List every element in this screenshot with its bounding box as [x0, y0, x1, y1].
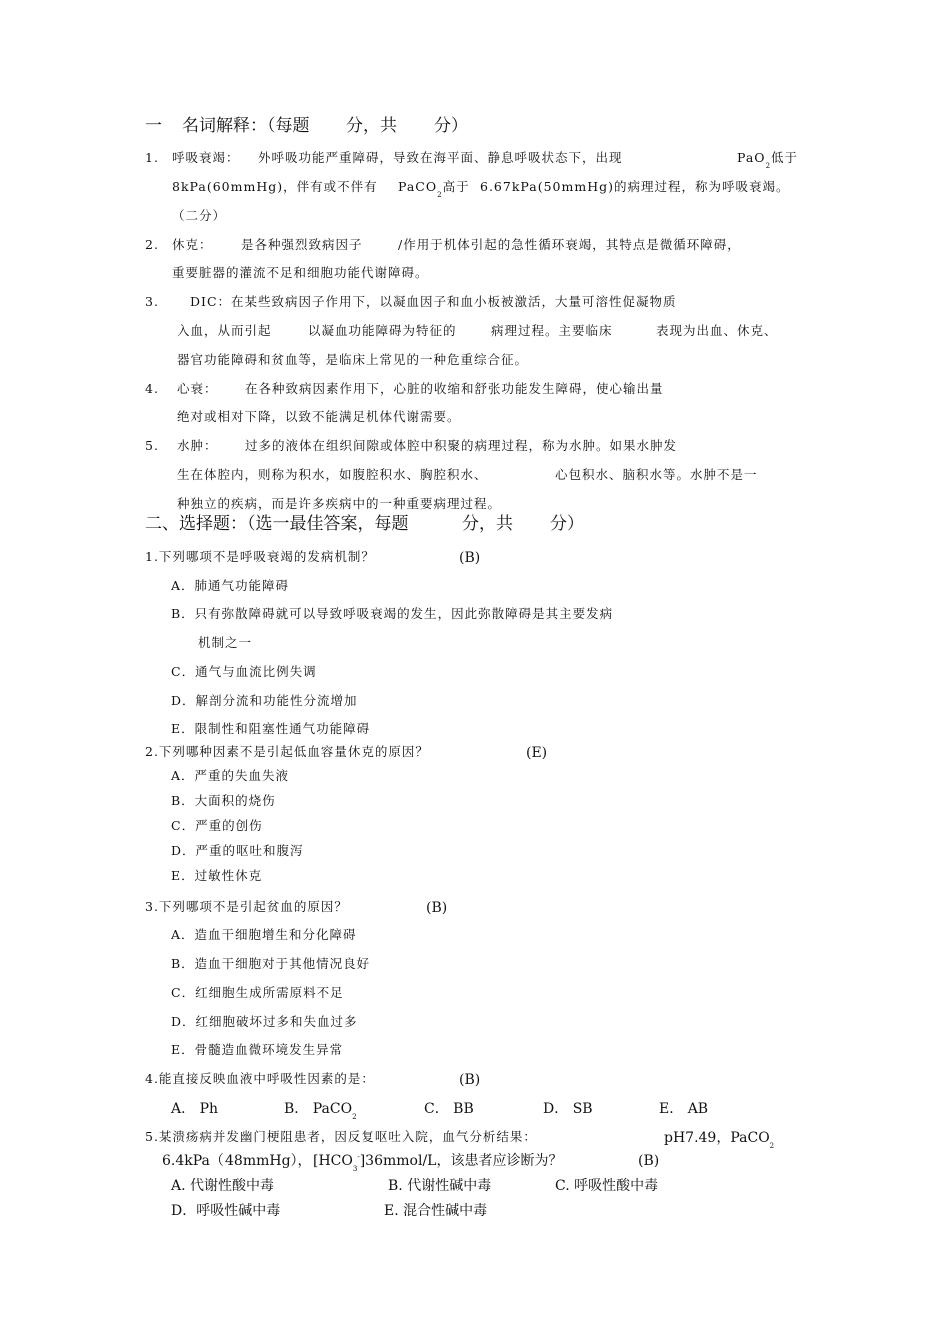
option: A. 代谢性酸中毒 — [171, 1178, 275, 1194]
option: D．呼吸性碱中毒 — [171, 1203, 281, 1219]
option: B．造血干细胞对于其他情况良好 — [171, 956, 371, 971]
question-stem: 5.某溃疡病并发幽门梗阻患者，因反复呕吐入院，血气分析结果： — [145, 1129, 537, 1144]
question-stem: 4.能直接反映血液中呼吸性因素的是： — [145, 1071, 375, 1086]
question-answer: (B) — [459, 1072, 481, 1088]
term-definition: 在各种致病因素作用下，心脏的收缩和舒张功能发生障碍，使心输出量 — [245, 381, 664, 396]
option-continuation: 机制之一 — [198, 635, 253, 650]
term-definition: 绝对或相对下降，以致不能满足机体代谢需要。 — [177, 409, 461, 424]
option: D．红细胞破坏过多和失血过多 — [171, 1014, 358, 1029]
option: D．严重的呕吐和腹泻 — [171, 843, 304, 858]
section1-title-mid: 分，共 — [346, 116, 397, 136]
term-definition: 入血，从而引起 — [177, 323, 272, 338]
term-number: 4. — [145, 381, 159, 396]
section2-title-end: 分） — [550, 514, 584, 534]
option: B. 代谢性碱中毒 — [388, 1178, 492, 1194]
section1-title-prefix: 一 — [145, 116, 162, 136]
option: E．骨髓造血微环境发生异常 — [171, 1042, 344, 1057]
term-definition: （二分） — [172, 208, 227, 223]
option: E．限制性和阻塞性通气功能障碍 — [171, 721, 371, 736]
option: B． PaCO$_2$ — [284, 1101, 357, 1121]
question-stem: 48mmHg）， — [225, 1153, 312, 1169]
option: D．解剖分流和功能性分流增加 — [171, 693, 358, 708]
term-name: 呼吸衰竭： — [172, 150, 240, 165]
term-definition: 心包积水、脑积水等。水肿不是一 — [555, 467, 758, 482]
term-number: 1. — [145, 150, 159, 165]
section1-title: 名词解释：（每题 — [182, 116, 310, 136]
term-definition: 8kPa(60mmHg)，伴有或不伴有 — [172, 179, 378, 194]
term-definition: 6.67kPa(50mmHg)的病理过程，称为呼吸衰竭。 — [480, 179, 790, 194]
option: E． AB — [659, 1101, 709, 1117]
section1-title-end: 分） — [434, 116, 468, 136]
term-number: 2. — [145, 237, 159, 252]
term-definition: 表现为出血、休克、 — [656, 323, 778, 338]
option: D． SB — [543, 1101, 593, 1117]
option: E．过敏性休克 — [171, 868, 263, 883]
option: A．严重的失血失液 — [171, 768, 290, 783]
term-definition: DIC：在某些致病因子作用下，以凝血因子和血小板被激活，大量可溶性促凝物质 — [190, 294, 677, 309]
term-name: 休克： — [172, 237, 213, 252]
section2-title: 二、选择题：（选一最佳答案，每题 — [145, 514, 409, 534]
term-definition: 病理过程。主要临床 — [491, 323, 613, 338]
option: E. 混合性碱中毒 — [384, 1203, 488, 1219]
term-number: 3. — [145, 294, 159, 309]
term-definition: PaCO$_2$高于 — [398, 179, 470, 199]
term-definition: 以凝血功能障碍为特征的 — [308, 323, 457, 338]
option: A． Ph — [171, 1101, 219, 1117]
option: A．造血干细胞增生和分化障碍 — [171, 927, 357, 942]
option: C. 呼吸性酸中毒 — [555, 1178, 659, 1194]
question-answer: (B) — [459, 550, 481, 566]
option: C．通气与血流比例失调 — [171, 664, 317, 679]
term-definition: 器官功能障碍和贫血等，是临床上常见的一种危重综合征。 — [177, 352, 529, 367]
option: C．红细胞生成所需原料不足 — [171, 985, 344, 1000]
question-stem: 6.4kPa（ — [162, 1153, 224, 1169]
question-stem: 1.下列哪项不是呼吸衰竭的发病机制？ — [145, 549, 375, 564]
option: C． BB — [424, 1101, 474, 1117]
term-number: 5. — [145, 438, 159, 453]
question-stem: 3.下列哪项不是引起贫血的原因？ — [145, 899, 348, 914]
term-definition: PaO$_2$低于 — [737, 150, 799, 170]
term-name: 心衰： — [177, 381, 218, 396]
term-name: 水肿： — [177, 438, 218, 453]
term-definition: 重要脏器的灌流不足和细胞功能代谢障碍。 — [172, 265, 429, 280]
term-definition: 是各种强烈致病因子 — [241, 237, 363, 252]
option: B．只有弥散障碍就可以导致呼吸衰竭的发生，因此弥散障碍是其主要发病 — [171, 606, 614, 621]
question-answer: (B) — [426, 900, 448, 916]
option: B．大面积的烧伤 — [171, 793, 276, 808]
question-stem: 2.下列哪种因素不是引起低血容量休克的原因？ — [145, 744, 429, 759]
term-definition: 外呼吸功能严重障碍，导致在海平面、静息呼吸状态下，出现 — [258, 150, 623, 165]
question-stem: $[HCO_3^-]36mmol/L$，该患者应诊断为？ — [313, 1153, 563, 1173]
section2-title-mid: 分，共 — [462, 514, 513, 534]
term-definition: 过多的液体在组织间隙或体腔中积聚的病理过程，称为水肿。如果水肿发 — [245, 438, 678, 453]
term-definition: 种独立的疾病，而是许多疾病中的一种重要病理过程。 — [177, 496, 502, 511]
term-definition: /作用于机体引起的急性循环衰竭，其特点是微循环障碍， — [398, 237, 741, 252]
question-answer: (E) — [526, 745, 548, 761]
option: C．严重的创伤 — [171, 818, 263, 833]
question-answer: (B) — [638, 1153, 660, 1169]
option: A．肺通气功能障碍 — [171, 578, 290, 593]
term-definition: 生在体腔内，则称为积水，如腹腔积水、胸腔积水、 — [177, 467, 488, 482]
question-stem: pH7.49，PaCO$_2$ — [664, 1130, 775, 1150]
